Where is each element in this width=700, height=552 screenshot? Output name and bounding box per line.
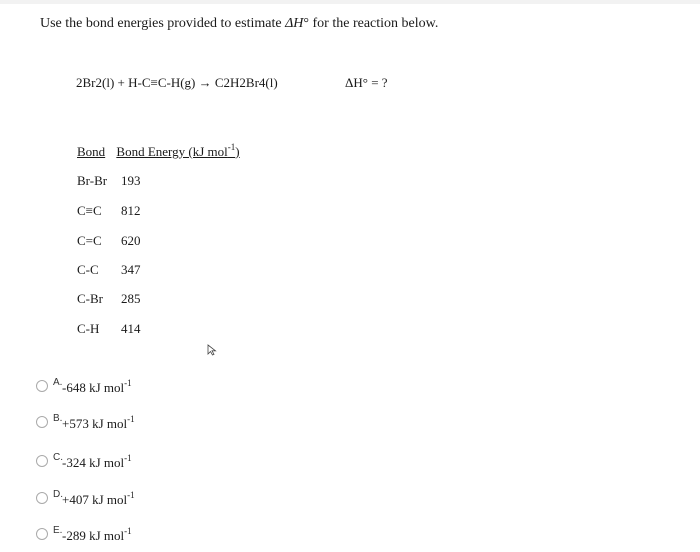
question-prefix: Use the bond energies provided to estimate (40, 16, 286, 31)
option-text: +573 kJ mol$^{-1}$ (62, 414, 135, 431)
bond-name: C-C (77, 262, 99, 277)
bond-name: C-Br (77, 291, 103, 306)
bond-energy: 193 (121, 173, 141, 188)
bond-energy: 414 (121, 321, 141, 336)
option-text: -324 kJ mol$^{-1}$ (62, 453, 132, 470)
bond-row-br-br (77, 173, 141, 189)
option-letter: D. (53, 489, 63, 500)
radio-button[interactable] (36, 492, 48, 504)
option-text: -289 kJ mol$^{-1}$ (62, 526, 132, 543)
bond-energy: 285 (121, 291, 141, 306)
question-text (40, 16, 438, 32)
radio-button[interactable] (36, 455, 48, 467)
bond-row-c-h (77, 321, 141, 337)
radio-button[interactable] (36, 528, 48, 540)
option-text: -648 kJ mol$^{-1}$ (62, 378, 132, 395)
option-letter: A. (53, 377, 63, 388)
option-letter: E. (53, 525, 63, 536)
bond-energy: 347 (121, 262, 141, 277)
bond-name: C=C (77, 233, 102, 248)
header-energy: Bond Energy (kJ mol$^{-1}$) (116, 142, 240, 159)
bond-row-c-triple-c (77, 203, 141, 219)
bond-row-c-c (77, 262, 141, 278)
delta-h-symbol: ΔH (285, 16, 304, 31)
option-text: +407 kJ mol$^{-1}$ (62, 490, 135, 507)
mouse-cursor-icon (207, 344, 217, 356)
bond-name: Br-Br (77, 173, 108, 188)
bond-energy: 812 (121, 203, 141, 218)
top-border (0, 0, 700, 4)
bond-table-header (77, 144, 240, 160)
delta-h-unknown: ΔH° = ? (345, 75, 388, 90)
degree-symbol: ° (303, 16, 310, 31)
radio-button[interactable] (36, 380, 48, 392)
bond-row-c-double-c (77, 233, 141, 249)
reaction-equation: 2Br2(l) + H-C≡C-H(g) → C2H2Br4(l) (76, 75, 278, 90)
bond-name: C-H (77, 321, 100, 336)
question-suffix: for the reaction below. (309, 16, 439, 31)
header-bond: Bond (77, 144, 106, 159)
radio-button[interactable] (36, 416, 48, 428)
bond-name: C≡C (77, 203, 102, 218)
bond-energy: 620 (121, 233, 141, 248)
bond-row-c-br (77, 291, 141, 307)
option-letter: B. (53, 413, 63, 424)
option-letter: C. (53, 452, 63, 463)
